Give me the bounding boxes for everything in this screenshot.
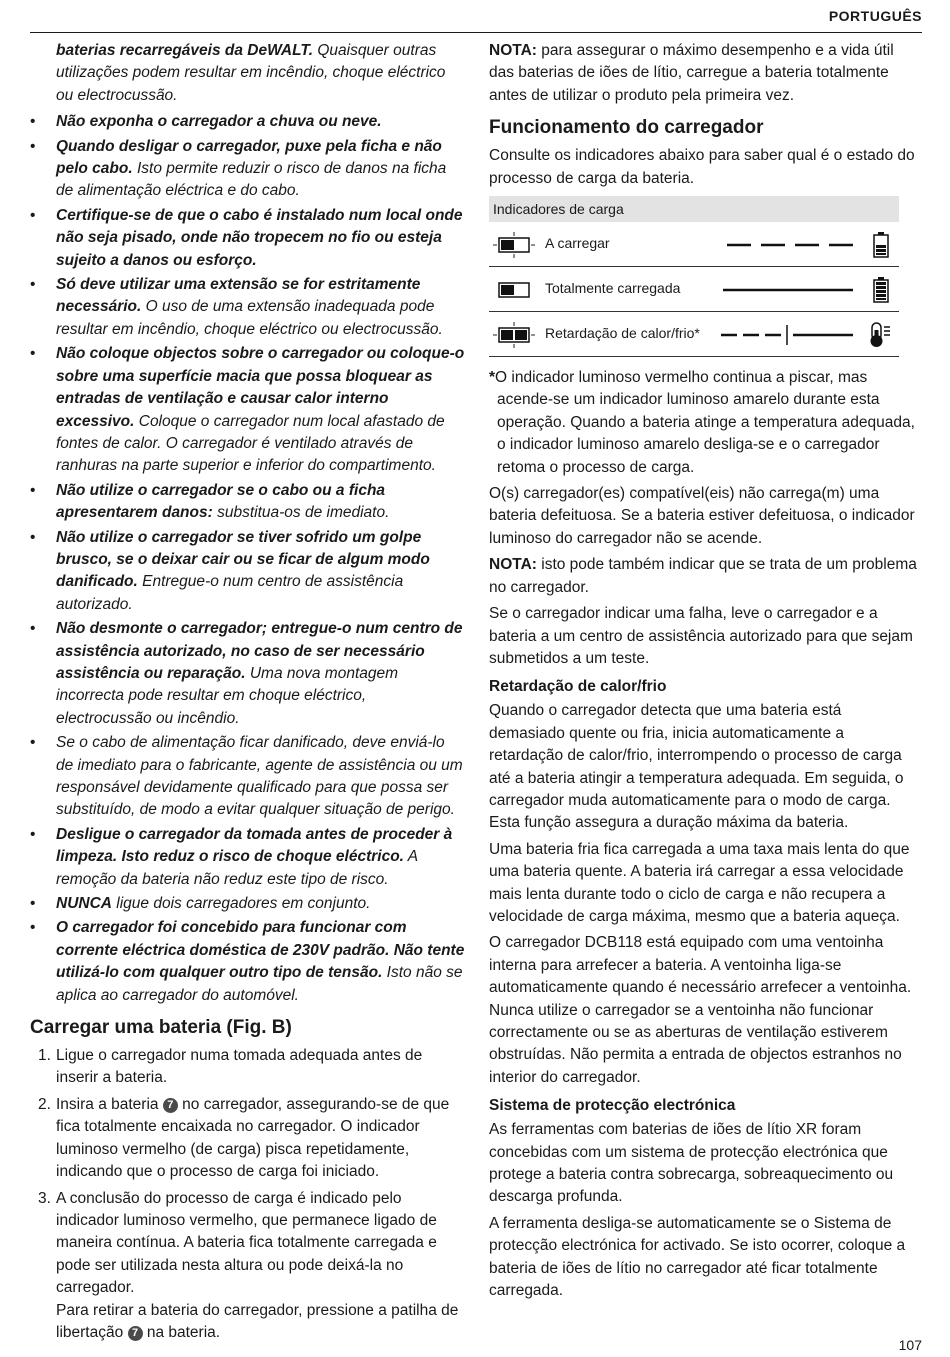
delay-paragraph-1: Quando o carregador detecta que uma bateria está demasiado quente ou fria, inicia automaticamente a retardação de calor/frio, interrompendo o processo de carga até a bateria atingir a temperatura adequada. Em seguida, o carregador muda automaticamente para o modo de carga. Esta função assegura a duração máxima da bateria. [489, 702, 904, 832]
release-ref-badge: 7 [128, 1326, 143, 1341]
footnote-star: * [489, 369, 496, 387]
charging-step [30, 1188, 466, 1345]
bullet-bold-text: Não desmonte o carregador; entregue-o num centro de assistência autorizado, no caso de ser necessário assistência ou reparação. [56, 620, 463, 682]
step-number: 2. [38, 1095, 51, 1113]
nota-paragraph [489, 40, 919, 107]
page-number: 107 [898, 1337, 922, 1353]
bullet-italic-text: ligue dois carregadores em conjunto. [111, 895, 371, 913]
nota2-text: isto pode também indicar que se trata de um problema no carregador. [489, 556, 917, 596]
language-header: PORTUGUÊS [30, 8, 922, 33]
led-blinking-icon [493, 232, 535, 258]
table-row [489, 267, 899, 312]
step-text: na bateria. [142, 1323, 221, 1341]
safety-bullet-item [30, 111, 466, 133]
row-label: Totalmente carregada [545, 280, 681, 297]
bullet-italic-text: Se o cabo de alimentação ficar danificado, deve enviá-lo de imediato para o fabricante, agente de assistência ou um responsável devidamente qualificado para que possa ser substituído, de modo a evitar qualquer situação de perigo. [56, 734, 463, 819]
bullet-bold-text: Certifique-se de que o cabo é instalado num local onde não seja pisado, onde não tropecem no fio ou esteja sujeito a danos ou esforço. [56, 206, 463, 269]
nota2-paragraph [489, 554, 919, 599]
dash-solid-pattern-icon [719, 322, 899, 348]
step-text: no carregador, assegurando-se de que fica totalmente encaixada no carregador. O indicador luminoso vermelho (de carga) pisca repetidamente, indicando que o processo de carga foi iniciado. [56, 1095, 450, 1181]
nota-text: para assegurar o máximo desempenho e a vida útil das baterias de iões de lítio, carregue a bateria totalmente antes de utilizar o produto pela primeira vez. [489, 42, 894, 104]
subsection-protection: Sistema de protecção electrónica [489, 1097, 736, 1115]
charge-indicators-table [489, 196, 899, 357]
battery-charging-icon [874, 232, 888, 257]
charging-steps-list [30, 1045, 466, 1344]
left-column [30, 40, 466, 1348]
step-text: A conclusão do processo de carga é indicado pelo indicador luminoso vermelho, que permanece ligado de maneira contínua. A bateria fica totalmente carregada e pode ser utilizada nesta altura ou pode deixá-la no carregador. [56, 1189, 437, 1297]
table-row [489, 312, 899, 357]
bullet-italic-text: A remoção da bateria não reduz este tipo de risco. [56, 848, 418, 888]
safety-bullet-item [30, 732, 466, 822]
battery-ref-badge: 7 [163, 1098, 178, 1113]
bullet-italic-text: Entregue-o num centro de assistência autorizado. [56, 573, 404, 613]
fan-paragraph: O carregador DCB118 está equipado com uma ventoinha interna para arrefecer a bateria. A ventoinha liga-se automaticamente quando é necessário arrefecer a ventoinha. Nunca utilize o carregador se a ventoinha não funcionar correctamente ou se as aberturas de ventilação estiverem obstruídas. Não permita a entrada de objectos estranhos no interior do carregador. [489, 934, 912, 1086]
bullet-bold-text: Só deve utilizar uma extensão se for estritamente necessário. [56, 276, 421, 316]
step-text: Para retirar a bateria do carregador, pressione a patilha de libertação [56, 1301, 459, 1341]
delay-paragraph-2: Uma bateria fria fica carregada a uma taxa mais lenta do que uma bateria quente. A bateria irá carregar a essa velocidade mais lenta durante todo o ciclo de carga e não recupera a velocidade de carga máxima, mesmo que a bateria aqueça. [489, 840, 910, 925]
bullet-italic-text: Isto não se aplica ao carregador do automóvel. [56, 964, 463, 1004]
safety-bullet-item [30, 205, 466, 272]
protection-paragraph-2: A ferramenta desliga-se automaticamente se o Sistema de protecção electrónica for activado. Se isto ocorrer, coloque a bateria de iões de lítio no carregador até ficar totalmente carregada. [489, 1214, 906, 1300]
thermometer-icon [871, 323, 891, 347]
bullet-bold-text: Não utilize o carregador se o cabo ou a ficha apresentarem danos: [56, 481, 386, 522]
safety-bullet-item [30, 136, 466, 203]
protection-paragraph-1: As ferramentas com baterias de iões de lítio XR foram concebidas com um sistema de protecção electrónica que protege a bateria contra sobrecarga, sobreaquecimento ou descarga profunda. [489, 1121, 894, 1206]
safety-bullet-item [30, 824, 466, 891]
safety-bullet-item [30, 618, 466, 730]
charging-step [30, 1045, 466, 1090]
safety-bullet-list [30, 111, 466, 1007]
section-title-charger-operation: Funcionamento do carregador [489, 117, 764, 139]
safety-bullet-item [30, 480, 466, 525]
table-row [489, 222, 899, 267]
continued-bold: baterias recarregáveis da DeWALT. [56, 42, 314, 59]
led-solid-icon [493, 277, 535, 303]
footnote [489, 367, 919, 479]
fault-paragraph: Se o carregador indicar uma falha, leve o carregador e a bateria a um centro de assistência autorizado para que sejam submetidos a um teste. [489, 605, 913, 667]
compat-paragraph: O(s) carregador(es) compatível(eis) não carrega(m) uma bateria defeituosa. Se a bateria estiver defeituosa, o indicador luminoso do carregador não se acende. [489, 485, 915, 547]
led-double-blinking-icon [493, 322, 535, 348]
safety-bullet-item [30, 527, 466, 617]
step-number: 1. [38, 1047, 51, 1065]
row-label: Retardação de calor/frio* [545, 325, 700, 342]
bullet-bold-text: Não utilize o carregador se tiver sofrido um golpe brusco, se o deixar cair ou se ficar de algum modo danificado. [56, 528, 430, 591]
bullet-bold-text: Não coloque objectos sobre o carregador ou coloque-o sobre uma superfície macia que possa bloquear as entradas de ventilação e causar calor interno excessivo. [56, 345, 465, 430]
step-number: 3. [38, 1189, 51, 1207]
safety-bullet-item [30, 274, 466, 341]
bullet-bold-text: Desligue o carregador da tomada antes de proceder à limpeza. Isto reduz o risco de choque eléctrico. [56, 825, 453, 866]
right-column [489, 40, 919, 1306]
bullet-italic-text: O uso de uma extensão inadequada pode resultar em incêndio, choque eléctrico ou electrocussão. [56, 298, 443, 338]
section-title-charging: Carregar uma bateria (Fig. B) [30, 1017, 292, 1039]
bullet-bold-text: Não exponha o carregador a chuva ou neve. [56, 113, 382, 131]
safety-bullet-item [30, 893, 466, 915]
continued-paragraph [30, 40, 466, 107]
footnote-text: O indicador luminoso vermelho continua a piscar, mas acende-se um indicador luminoso amarelo durante esta operação. Quando a bateria atinge a temperatura adequada, o indicador luminoso amarelo desliga-se e o carregador retoma o processo de carga. [495, 369, 915, 476]
solid-pattern-icon [719, 277, 899, 303]
step-text: Insira a bateria [56, 1095, 163, 1113]
safety-bullet-item [30, 917, 466, 1007]
dash-pattern-icon [719, 232, 899, 258]
bullet-italic-text: Coloque o carregador num local afastado de fontes de calor. O carregador é ventilado através de ranhuras na parte superior e inferior do compartimento. [56, 412, 445, 475]
continued-italic: Quaisquer outras utilizações podem resultar em incêndio, choque eléctrico ou electrocussão. [56, 42, 446, 104]
battery-full-icon [874, 277, 888, 302]
charging-step [30, 1094, 466, 1184]
nota-label: NOTA: [489, 42, 537, 59]
bullet-bold-text: O carregador foi concebido para funcionar com corrente eléctrica doméstica de 230V padrão. Não tente utilizá-lo com qualquer outro tipo de tensão. [56, 919, 465, 982]
bullet-italic-text: Uma nova montagem incorrecta pode resultar em choque eléctrico, electrocussão ou incêndio. [56, 664, 399, 727]
safety-bullet-item [30, 343, 466, 477]
bullet-bold-text: Quando desligar o carregador, puxe pela ficha e não pelo cabo. [56, 137, 442, 178]
indicators-intro: Consulte os indicadores abaixo para saber qual é o estado do processo de carga da bateria. [489, 147, 915, 187]
bullet-italic-text: substitua-os de imediato. [212, 504, 390, 522]
subsection-hot-cold-delay: Retardação de calor/frio [489, 678, 667, 696]
nota2-label: NOTA: [489, 556, 537, 574]
bullet-italic-text: Isto permite reduzir o risco de danos na ficha de alimentação eléctrica e do cabo. [56, 160, 447, 200]
bullet-bold-text: NUNCA [56, 895, 112, 913]
step-text: Ligue o carregador numa tomada adequada antes de inserir a bateria. [56, 1047, 423, 1087]
table-header: Indicadores de carga [489, 196, 899, 222]
row-label: A carregar [545, 235, 610, 252]
